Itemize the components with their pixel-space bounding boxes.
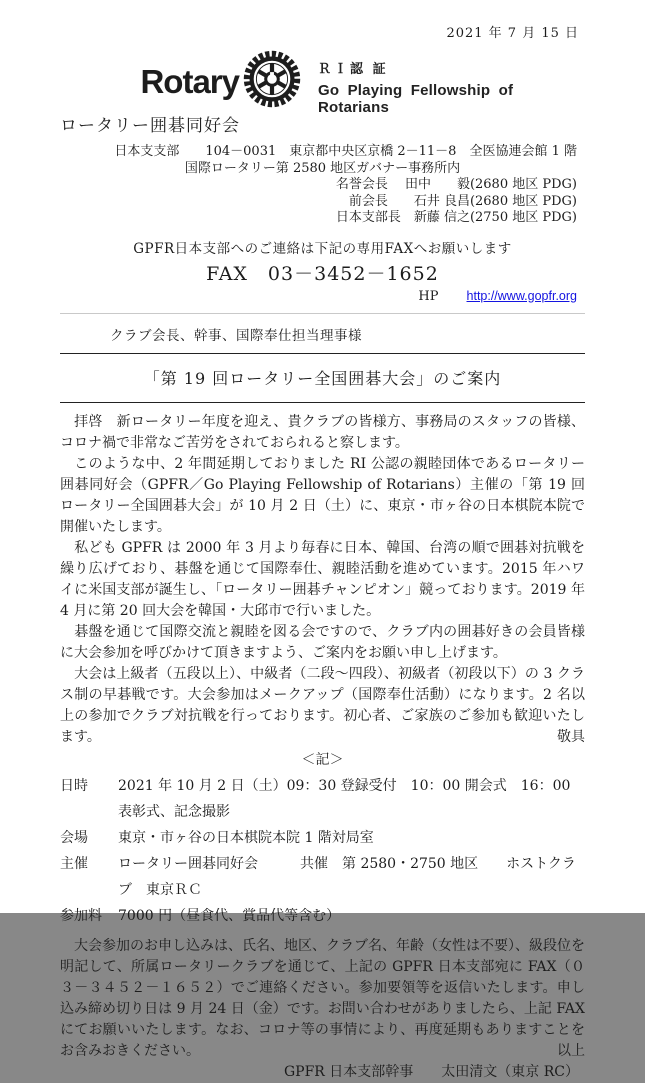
homepage-row bbox=[60, 289, 585, 304]
paragraph-application-text: 大会参加のお申し込みは、氏名、地区、クラブ名、年齢（女性は不要）、級段位を明記して、所属ロータリークラブを通じて、上記の GPFR 日本支部宛に FAX（０３－３４５２－１６５２）でご連絡ください。参加要領等を返信いたします。申し込み締め切り日は 9 月 24 日（金）です。お問い合わせがありましたら、上記 FAX にてお願いいたします。なお、コロナ等の事情により、再度延期もありますことをお含みおきください。 bbox=[60, 937, 585, 1059]
honorary-president-line: 名誉会長 田中 毅(2680 地区 PDG) bbox=[335, 177, 577, 192]
detail-row-organizer bbox=[60, 851, 585, 903]
rotary-wheel-icon bbox=[242, 49, 302, 113]
signature-line: GPFR 日本支部幹事 太田清文（東京 RC） bbox=[283, 1063, 579, 1080]
letter-body bbox=[60, 412, 585, 748]
rotary-wordmark: Rotary bbox=[140, 62, 239, 100]
homepage-link[interactable]: http://www.gopfr.org bbox=[466, 288, 577, 303]
rotary-logo bbox=[60, 49, 302, 136]
detail-value: ロータリー囲碁同好会 共催 第 2580・2750 地区 ホストクラブ 東京ＲＣ bbox=[118, 855, 576, 898]
detail-value: 東京・市ヶ谷の日本棋院本院 1 階対局室 bbox=[118, 829, 374, 846]
ijou-closing: 以上 bbox=[557, 1042, 585, 1059]
paragraph-format bbox=[60, 664, 585, 748]
fax-instruction: GPFR日本支部へのご連絡は下記の専用FAXへお願いします bbox=[133, 240, 512, 257]
paragraph-format-text: 大会は上級者（五段以上）、中級者（二段～四段）、初級者（初段以下）の 3 クラス制の早碁戦です。大会参加はメークアップ（国際奉仕活動）になります。2 名以上の参加でクラブ対抗戦を行っております。初心者、ご家族のご参加も歓迎いたします。 bbox=[60, 665, 585, 745]
branch-address-line: 日本支支部 104－0031 東京都中央区京橋 2－11－8 全医協連会館 1 階 bbox=[114, 144, 577, 159]
detail-row-datetime bbox=[60, 773, 585, 825]
branch-head-line: 日本支部長 新藤 信之(2750 地区 PDG) bbox=[335, 210, 577, 225]
document-title: 「第 19 回ロータリー全国囲碁大会」のご案内 bbox=[143, 368, 502, 388]
detail-label: 会場 bbox=[60, 829, 88, 846]
keigu-closing: 敬具 bbox=[557, 728, 585, 745]
notice-heading: ＜記＞ bbox=[301, 751, 344, 768]
paragraph-greeting: 拝啓 新ロータリー年度を迎え、貴クラブの皆様方、事務局のスタッフの皆様、コロナ禍で非常なご苦労をされておられると察します。 bbox=[60, 413, 585, 451]
homepage-label: HP bbox=[418, 288, 439, 304]
detail-row-venue bbox=[60, 825, 585, 851]
letterhead bbox=[60, 49, 585, 136]
governor-office-line: 国際ロータリー第 2580 地区ガバナー事務所内 bbox=[184, 160, 461, 176]
club-name-japanese: ロータリー囲碁同好会 bbox=[60, 116, 240, 135]
paragraph-application bbox=[60, 936, 585, 1062]
recipient-line: クラブ会長、幹事、国際奉仕担当理事様 bbox=[110, 327, 362, 343]
fellowship-name-english: Go Playing Fellowship of Rotarians bbox=[318, 82, 514, 116]
detail-value: 7000 円（昼食代、賞品代等含む） bbox=[118, 907, 341, 924]
detail-label: 日時 bbox=[60, 777, 88, 794]
fax-number: FAX 03－3452－1652 bbox=[206, 262, 439, 285]
paragraph-announcement: このような中、2 年間延期しておりました RI 公認の親睦団体であるロータリー囲碁同好会（GPFR／Go Playing Fellowship of Rotarians）主催の「第 19 回ロータリー全国囲碁大会」が 10 月 2 日（土）に、東京・市ヶ谷の日本棋院本院で開催いたします。 bbox=[60, 455, 585, 535]
paragraph-history: 私ども GPFR は 2000 年 3 月より毎春に日本、韓国、台湾の順で囲碁対抗戦を繰り広げており、碁盤を通じて国際奉仕、親睦活動を進めています。2015 年ハワイに米国支部が誕生し、「ロータリー囲碁チャンピオン」競っております。2019 年 4 月に第 20 回大会を韓国・大邱市で行いました。 bbox=[60, 539, 585, 619]
detail-row-fee bbox=[60, 903, 585, 929]
application-instructions bbox=[60, 936, 585, 1062]
document-date: 2021 年 7 月 15 日 bbox=[446, 26, 579, 41]
branch-address-block bbox=[60, 144, 585, 227]
title-rule-bottom bbox=[60, 402, 585, 403]
rotary-logo-line bbox=[60, 49, 302, 113]
paragraph-invitation: 碁盤を通じて国際交流と親睦を図る会ですので、クラブ内の囲碁好きの会員皆様に大会参加を呼びかけて頂きますよう、ご案内をお願い申し上げます。 bbox=[60, 623, 585, 661]
detail-label: 参加料 bbox=[60, 907, 102, 924]
detail-value: 2021 年 10 月 2 日（土）09：30 登録受付 10：00 開会式 16：00 表彰式、記念撮影 bbox=[118, 777, 571, 820]
header-divider bbox=[60, 313, 585, 314]
detail-label: 主催 bbox=[60, 855, 88, 872]
event-details bbox=[60, 773, 585, 929]
former-president-line: 前会長 石井 良昌(2680 地区 PDG) bbox=[348, 193, 577, 209]
certification-block bbox=[318, 49, 585, 116]
ri-certification-label: ＲＩ認 証 bbox=[318, 61, 389, 76]
